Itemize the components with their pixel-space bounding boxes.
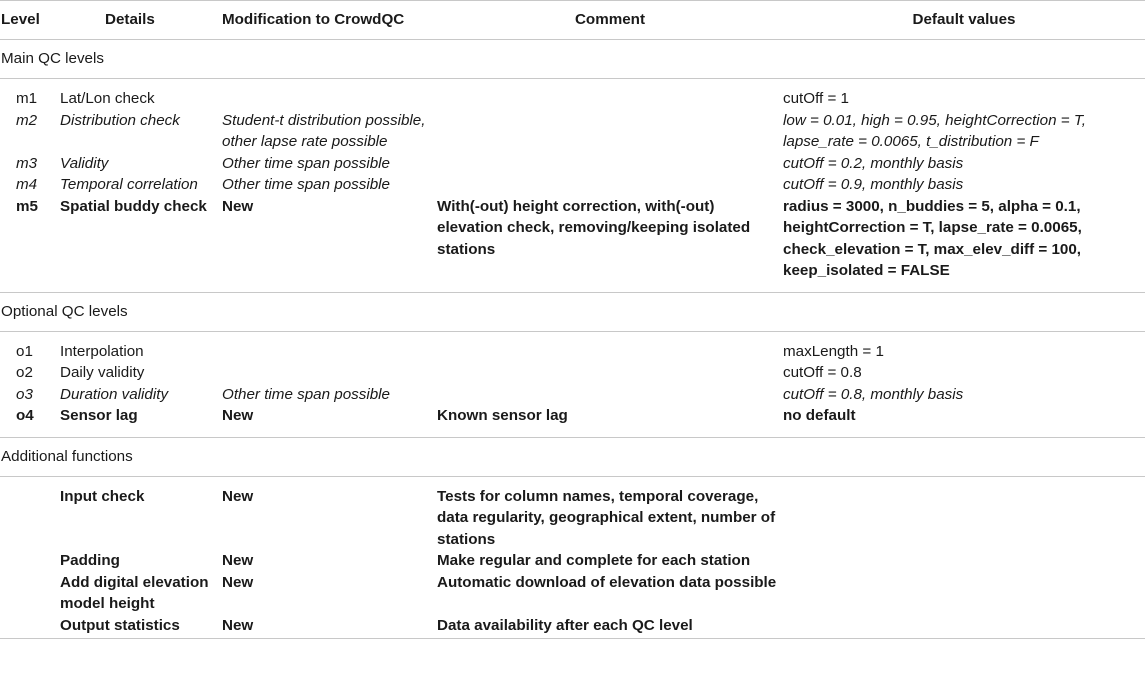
level-cell: m5 xyxy=(0,196,60,293)
section-title: Additional functions xyxy=(0,437,1145,476)
defaults-cell xyxy=(783,476,1145,550)
comment-cell xyxy=(437,362,783,384)
table-row xyxy=(0,572,1145,615)
details-cell: Spatial buddy check xyxy=(60,196,222,293)
details-cell: Duration validity xyxy=(60,385,169,403)
modification-cell xyxy=(222,362,437,384)
modification-cell: New xyxy=(222,552,254,569)
comment-cell xyxy=(437,384,783,406)
level-cell xyxy=(0,572,60,615)
table-row xyxy=(0,196,1145,293)
defaults-cell: cutOff = 0.8, monthly basis xyxy=(783,385,964,403)
level-cell: o3 xyxy=(16,385,33,403)
details-cell: Interpolation xyxy=(60,342,144,360)
defaults-cell: no default xyxy=(783,405,1145,437)
table-row xyxy=(0,79,1145,110)
level-cell: o4 xyxy=(0,405,60,437)
defaults-cell: cutOff = 0.2, monthly basis xyxy=(783,154,964,172)
modification-cell: Student-t distribution possible, other lapse rate possible xyxy=(222,111,426,150)
comment-cell: With(-out) height correction, with(-out) elevation check, removing/keeping isolated stations xyxy=(437,196,783,293)
table-row xyxy=(0,384,1145,406)
modification-cell: New xyxy=(222,405,437,437)
header-comment: Comment xyxy=(437,1,783,40)
details-cell: Output statistics xyxy=(60,615,222,639)
section-header-optional xyxy=(0,292,1145,331)
defaults-cell xyxy=(783,615,1145,639)
header-details: Details xyxy=(60,1,222,40)
level-cell xyxy=(0,476,60,550)
details-cell: Distribution check xyxy=(60,111,180,129)
defaults-cell: cutOff = 0.8 xyxy=(783,364,862,381)
level-cell: m4 xyxy=(16,176,38,193)
comment-cell: Automatic download of elevation data possible xyxy=(437,573,777,591)
level-cell xyxy=(0,615,60,639)
details-cell: Input check xyxy=(60,487,145,505)
defaults-cell xyxy=(783,550,1145,572)
header-level: Level xyxy=(0,1,60,40)
modification-cell: New xyxy=(222,615,437,639)
table-row xyxy=(0,174,1145,196)
modification-cell: New xyxy=(222,487,254,505)
comment-cell: Tests for column names, temporal coverage, data regularity, geographical extent, number of stations xyxy=(437,487,776,548)
details-cell: Sensor lag xyxy=(60,405,222,437)
comment-cell xyxy=(437,110,783,153)
defaults-cell: cutOff = 0.9, monthly basis xyxy=(783,176,964,193)
level-cell: m1 xyxy=(16,90,38,107)
level-cell: m2 xyxy=(16,111,38,129)
modification-cell: New xyxy=(222,196,437,293)
comment-cell xyxy=(437,174,783,196)
defaults-cell: low = 0.01, high = 0.95, heightCorrection = T, lapse_rate = 0.0065, t_distribution = F xyxy=(783,111,1086,150)
modification-cell: Other time span possible xyxy=(222,154,390,172)
section-title: Main QC levels xyxy=(0,40,1145,79)
defaults-cell: cutOff = 1 xyxy=(783,90,849,107)
level-cell: m3 xyxy=(16,154,38,172)
modification-cell: New xyxy=(222,573,254,591)
table-row xyxy=(0,153,1145,175)
table-row xyxy=(0,615,1145,639)
level-cell: o1 xyxy=(16,342,33,360)
details-cell: Lat/Lon check xyxy=(60,90,155,107)
modification-cell xyxy=(222,79,437,110)
comment-cell: Make regular and complete for each station xyxy=(437,552,751,569)
level-cell: o2 xyxy=(16,364,33,381)
comment-cell: Known sensor lag xyxy=(437,405,783,437)
details-cell: Add digital elevation model height xyxy=(60,573,209,612)
comment-cell xyxy=(437,331,783,362)
details-cell: Padding xyxy=(60,552,120,569)
details-cell: Temporal correlation xyxy=(60,176,198,193)
table-row xyxy=(0,362,1145,384)
details-cell: Validity xyxy=(60,154,109,172)
details-cell: Daily validity xyxy=(60,364,145,381)
table-row xyxy=(0,110,1145,153)
comment-cell xyxy=(437,79,783,110)
modification-cell: Other time span possible xyxy=(222,385,390,403)
defaults-cell: radius = 3000, n_buddies = 5, alpha = 0.1, heightCorrection = T, lapse_rate = 0.0065, check_elevation = T, max_elev_diff = 100, keep_isolated = FALSE xyxy=(783,196,1145,293)
table-row xyxy=(0,331,1145,362)
header-row xyxy=(0,1,1145,40)
comment-cell: Data availability after each QC level xyxy=(437,615,783,639)
modification-cell xyxy=(222,331,437,362)
section-header-main xyxy=(0,40,1145,79)
section-header-additional xyxy=(0,437,1145,476)
table-row xyxy=(0,405,1145,437)
comment-cell xyxy=(437,153,783,175)
table-row xyxy=(0,476,1145,550)
table-row xyxy=(0,550,1145,572)
section-title: Optional QC levels xyxy=(0,292,1145,331)
level-cell xyxy=(0,550,60,572)
header-defaults: Default values xyxy=(783,1,1145,40)
header-modification: Modification to CrowdQC xyxy=(222,1,437,40)
modification-cell: Other time span possible xyxy=(222,176,390,193)
defaults-cell xyxy=(783,572,1145,615)
defaults-cell: maxLength = 1 xyxy=(783,342,884,360)
